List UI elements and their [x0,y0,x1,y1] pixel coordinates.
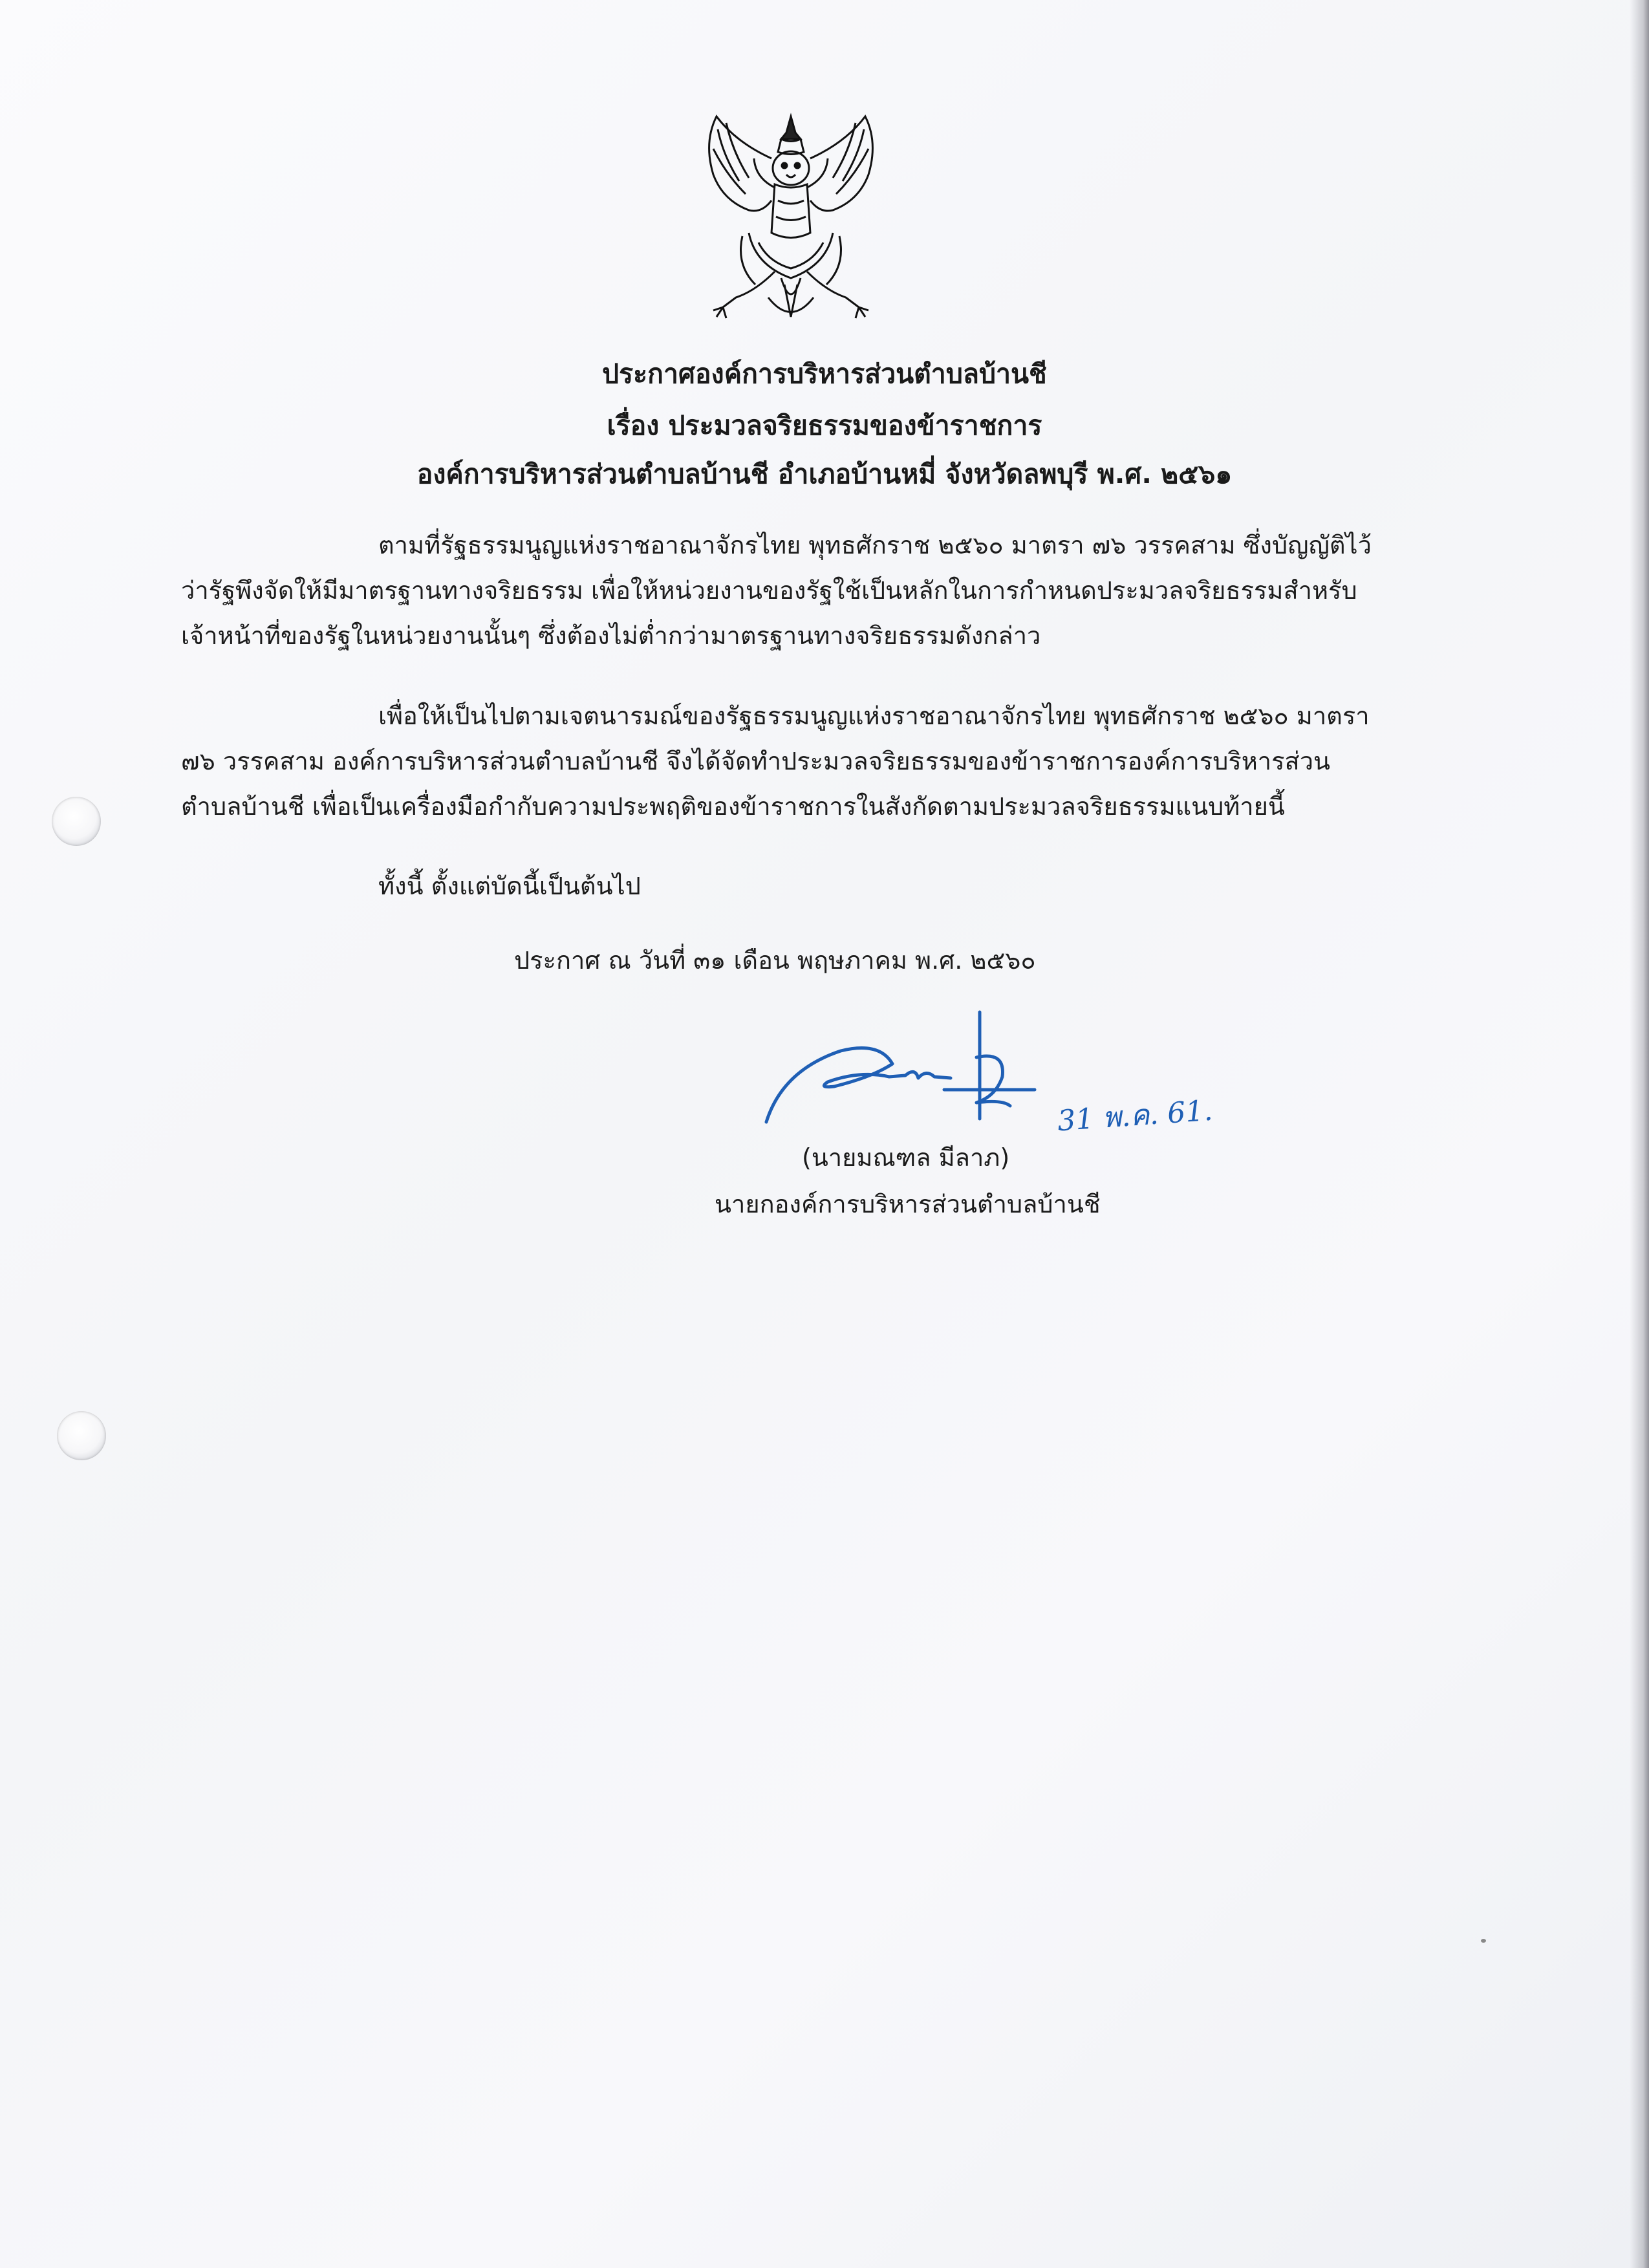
paper-speck [1481,1939,1486,1943]
signer-position: นายกองค์การบริหารส่วนตำบลบ้านชี [715,1190,1101,1218]
paragraph-line: ๗๖ วรรคสาม องค์การบริหารส่วนตำบลบ้านชี จึงได้จัดทำประมวลจริยธรรมของข้าราชการองค์การบริหารส่วน [181,747,1331,775]
paragraph-line: เพื่อให้เป็นไปตามเจตนารมณ์ของรัฐธรรมนูญแห่งราชอาณาจักรไทย พุทธศักราช ๒๕๖๐ มาตรา [378,702,1370,730]
effective-statement: ทั้งนี้ ตั้งแต่บัดนี้เป็นต้นไป [378,872,641,900]
announcement-date: ประกาศ ณ วันที่ ๓๑ เดือน พฤษภาคม พ.ศ. ๒๕๖๐ [514,946,1036,975]
punch-hole [52,797,101,846]
body-paragraph-2 [181,693,1461,829]
paragraph-line: เจ้าหน้าที่ของรัฐในหน่วยงานนั้นๆ ซึ่งต้องไม่ต่ำกว่ามาตรฐานทางจริยธรรมดังกล่าว [181,621,1041,650]
body-paragraph-1 [181,523,1461,658]
punch-hole [57,1411,106,1460]
signer-name: (นายมณฑล มีลาภ) [802,1143,1010,1172]
announcement-title: ประกาศองค์การบริหารส่วนตำบลบ้านชี [602,358,1047,389]
garuda-emblem-icon [678,103,904,349]
paragraph-line: ว่ารัฐพึงจัดให้มีมาตรฐานทางจริยธรรม เพื่อให้หน่วยงานของรัฐใช้เป็นหลักในการกำหนดประมวลจริยธรรมสำหรับ [181,576,1357,605]
announcement-subject: เรื่อง ประมวลจริยธรรมของข้าราชการ [607,410,1042,441]
paragraph-line: ตำบลบ้านชี เพื่อเป็นเครื่องมือกำกับความประพฤติของข้าราชการในสังกัดตามประมวลจริยธรรมแนบท้ายนี้ [181,792,1285,821]
page-edge-shadow [1630,0,1649,2268]
signature-date: 31 พ.ค. 61. [1056,1094,1214,1138]
announcement-organization: องค์การบริหารส่วนตำบลบ้านชี อำเภอบ้านหมี่ จังหวัดลพบุรี พ.ศ. ๒๕๖๑ [416,459,1233,490]
paragraph-line: ตามที่รัฐธรรมนูญแห่งราชอาณาจักรไทย พุทธศักราช ๒๕๖๐ มาตรา ๗๖ วรรคสาม ซึ่งบัญญัติไว้ [378,531,1372,559]
